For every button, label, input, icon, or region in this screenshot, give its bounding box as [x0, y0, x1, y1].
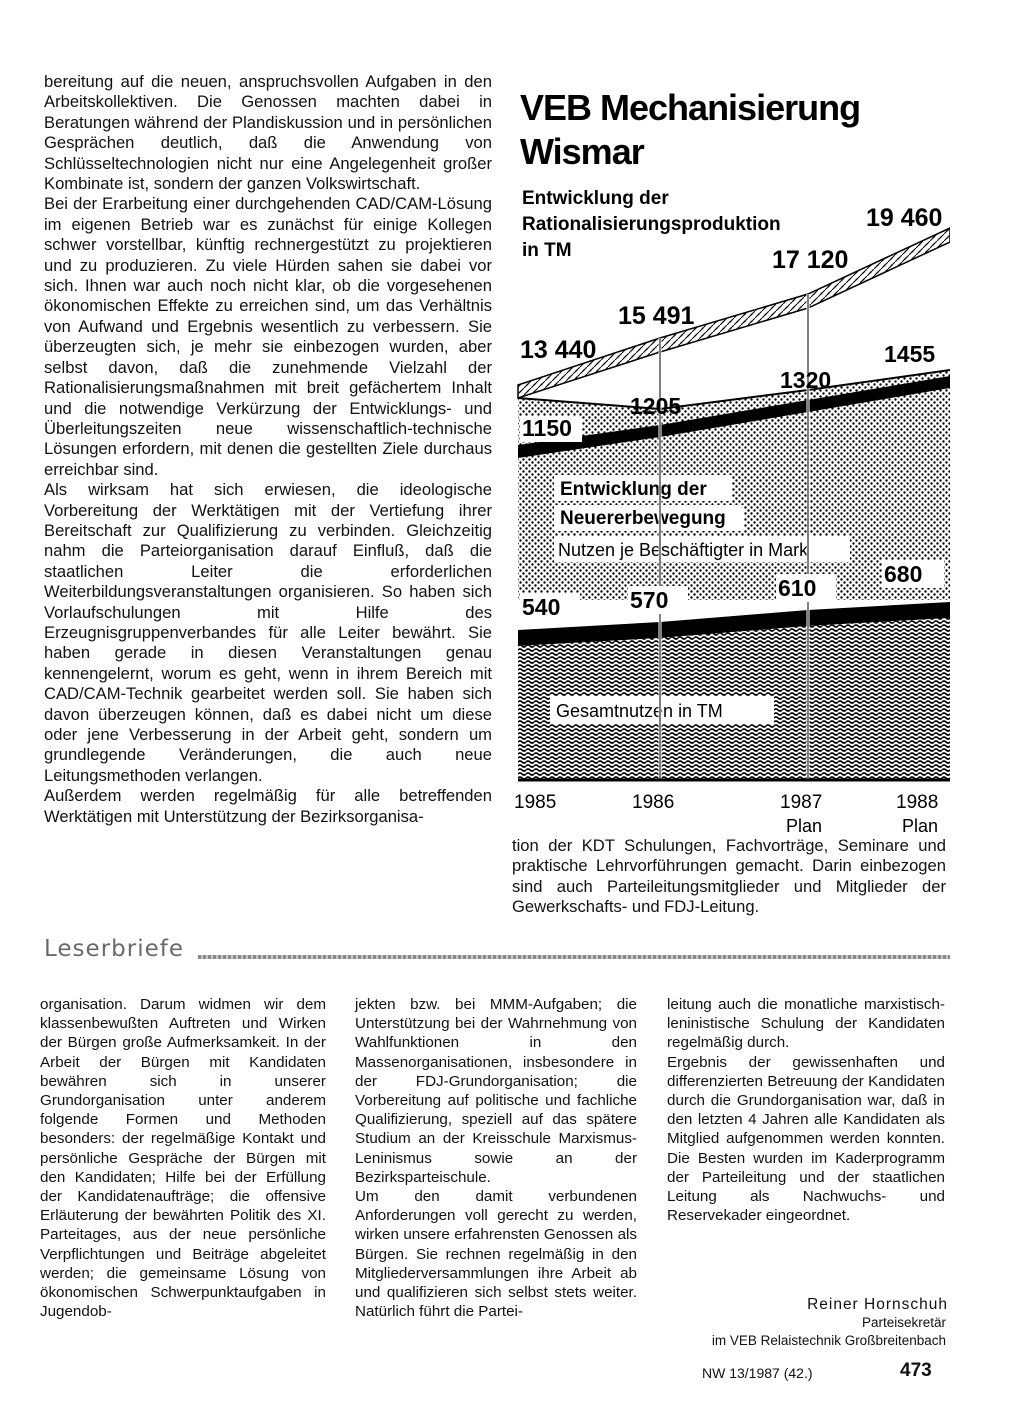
article-paragraph: tion der KDT Schulungen, Fachvorträge, Seminare und praktische Lehrvorführungen gemacht. Darin einbezogen sind auch Parteileitungsmitglieder und Mitglieder der Gewerkschafts- und FDJ-Leitung.: [512, 836, 946, 917]
letter-paragraph: Um den damit verbundenen Anforderungen voll gerecht zu werden, wirken unsere erfahrensten Genossen als Bürgen. Sie rechnen regelmäßig in den Mitgliederversammlungen ihre Arbeit ab und qualifizieren sich selbst stets weiter. Natürlich führt die Partei-: [355, 1188, 637, 1321]
section-heading: Leserbriefe: [44, 936, 184, 962]
value-label-series3: 610: [778, 575, 817, 601]
value-label-series1: 17 120: [772, 246, 849, 274]
letter-paragraph: jekten bzw. bei MMM-Aufgaben; die Unterstützung bei der Wahrnehmung von Wahlfunktionen in den Massenorganisationen, insbesondere in der FDJ-Grundorganisation; die Vorbereitung auf politische und fachliche Qualifizierung, speziell auf das spätere Studium an der Kreisschule Marxismus-Leninismus sowie an der Bezirksparteischule.: [355, 996, 637, 1186]
page-number: 473: [900, 1360, 932, 1381]
letter-column-3: [667, 995, 945, 1225]
letter-column-1: [40, 995, 326, 1321]
article-column-top-left: [44, 72, 492, 827]
x-tick-label: 1985: [514, 792, 557, 813]
band1-title-line: Entwicklung der: [522, 188, 669, 209]
value-label-series1: 15 491: [618, 302, 695, 330]
x-tick-label: 1988: [896, 792, 939, 813]
letter-column-2: [355, 995, 637, 1321]
value-label-series3: 570: [630, 587, 669, 613]
x-tick-label: 1986: [632, 792, 675, 813]
band2-title-line: Entwicklung der: [560, 479, 707, 500]
value-label-series1: 19 460: [866, 204, 943, 232]
article-paragraph: Außerdem werden regelmäßig für alle betreffenden Werktätigen mit Unterstützung der Bezirksorganisa-: [44, 786, 492, 826]
letter-paragraph: organisation. Darum widmen wir dem klassenbewußten Auftreten und Wirken der Bürgen große Aufmerksamkeit. In der Arbeit der Bürgen mit Kandidaten bewähren sich in unserer Grundorganisation unter anderem folgende Formen und Methoden besonders: der regelmäßige Kontakt und persönliche Gespräche der Bürgen mit den Kandidaten; Hilfe bei der Erfüllung der Kandidatenaufträge; die offensive Erläuterung der bewährten Politik des XI. Parteitages, aus der neue persönliche Verpflichtungen und Beiträge abgeleitet werden; die gemeinsame Lösung von ökonomischen Schwerpunktaufgaben in Jugendob-: [40, 996, 326, 1321]
letter-paragraph: leitung auch die monatliche marxistisch-leninistische Schulung der Kandidaten regelmäßig durch.: [667, 996, 945, 1052]
letter-paragraph: Ergebnis der gewissenhaften und differenzierten Betreuung der Kandidaten durch die Grundorganisation war, daß in den letzten 4 Jahren alle Kandidaten als Mitglied aufgenommen werden konnten. Die Besten wurden im Kaderprogramm der Parteileitung und der staatlichen Leitung als Nachwuchs- und Reservekader eingeordnet.: [667, 1053, 945, 1225]
signature-title: Parteisekretär: [861, 1315, 946, 1330]
band1-title-line: in TM: [522, 240, 572, 261]
article-paragraph: bereitung auf die neuen, anspruchsvollen Aufgaben in den Arbeitskollektiven. Die Genossen machten dabei in Beratungen während der Plandiskussion und in persönlichen Gesprächen deutlich, daß die Anwendung von Schlüsseltechnologien nicht nur eine Angelegenheit großer Kombinate ist, sondern der ganzen Volkswirtschaft.: [44, 72, 492, 194]
article-paragraph: Als wirksam hat sich erwiesen, die ideologische Vorbereitung der Werktätigen mit der Vertiefung ihrer Bereitschaft zur Qualifizierung zu verbinden. Gleichzeitig nahm die Parteiorganisation darauf Einfluß, daß die staatlichen Leiter die erforderlichen Weiterbildungsveranstaltungen organisieren. So haben sich Vorlaufschulungen mit Hilfe des Erzeugnisgruppenverbandes für alle Leiter bewährt. Sie haben gerade in diesen Veranstaltungen genau kennengelernt, worum es geht, wenn in ihrem Bereich mit CAD/CAM-Technik gearbeitet werden soll. Sie haben sich davon überzeugen können, daß es dabei nicht um diese oder jene Verbesserung in der Arbeit geht, sondern um grundlegende Veränderungen, die auch neue Leitungsmethoden verlangen.: [44, 480, 492, 785]
x-tick-sublabel: Plan: [786, 816, 823, 836]
value-label-series3: 680: [884, 561, 923, 587]
chart-title-line1: VEB Mechanisierung: [520, 87, 861, 128]
article-paragraph: Bei der Erarbeitung einer durchgehenden CAD/CAM-Lösung im eigenen Betrieb war es zunächst für einige Kollegen schwer vorstellbar, künftig rechnergestützt zu projektieren und zu produzieren. Zu viele Hürden sahen sie dabei vor sich. Ihnen war auch noch nicht klar, ob die vorgesehenen ökonomischen Effekte zu erreichen sind, um das Verhältnis von Aufwand und Ergebnis wesentlich zu verbessern. Sie überzeugten sich, je mehr sie einbezogen wurden, aber selbst davon, daß die zunehmende Vielzahl der Rationalisierungsmaßnahmen mit breit gefächertem Inhalt und die notwendige Verkürzung der Entwicklungs- und Überleitungszeiten neue wissenschaftlich-technische Lösungen erfordern, mit denen die gestellten Ziele durchaus erreichbar sind.: [44, 194, 492, 479]
article-column-under-chart: [512, 836, 946, 918]
x-tick-label: 1987: [780, 792, 823, 813]
band1-area: [518, 228, 950, 398]
chart: [510, 80, 950, 836]
value-label-series2: 1205: [630, 393, 682, 419]
band1-title-line: Rationalisierungsproduktion: [522, 214, 781, 235]
value-label-series2: 1150: [522, 415, 572, 441]
band2-subtitle: Nutzen je Beschäftigter in Mark: [558, 540, 809, 560]
value-label-series2: 1455: [884, 341, 936, 367]
issue-reference: NW 13/1987 (42.): [702, 1365, 813, 1381]
signature-name: Reiner Hornschuh: [807, 1296, 948, 1313]
band2-title-line: Neuererbewegung: [560, 508, 726, 529]
value-label-series1: 13 440: [520, 336, 597, 364]
band3-title: Gesamtnutzen in TM: [556, 701, 723, 721]
chart-title-line2: Wismar: [520, 131, 644, 172]
x-tick-sublabel: Plan: [902, 816, 939, 836]
value-label-series2: 1320: [780, 367, 832, 393]
value-label-series3: 540: [522, 594, 561, 620]
section-rule: [198, 955, 950, 959]
signature-affiliation: im VEB Relaistechnik Großbreitenbach: [711, 1333, 946, 1348]
